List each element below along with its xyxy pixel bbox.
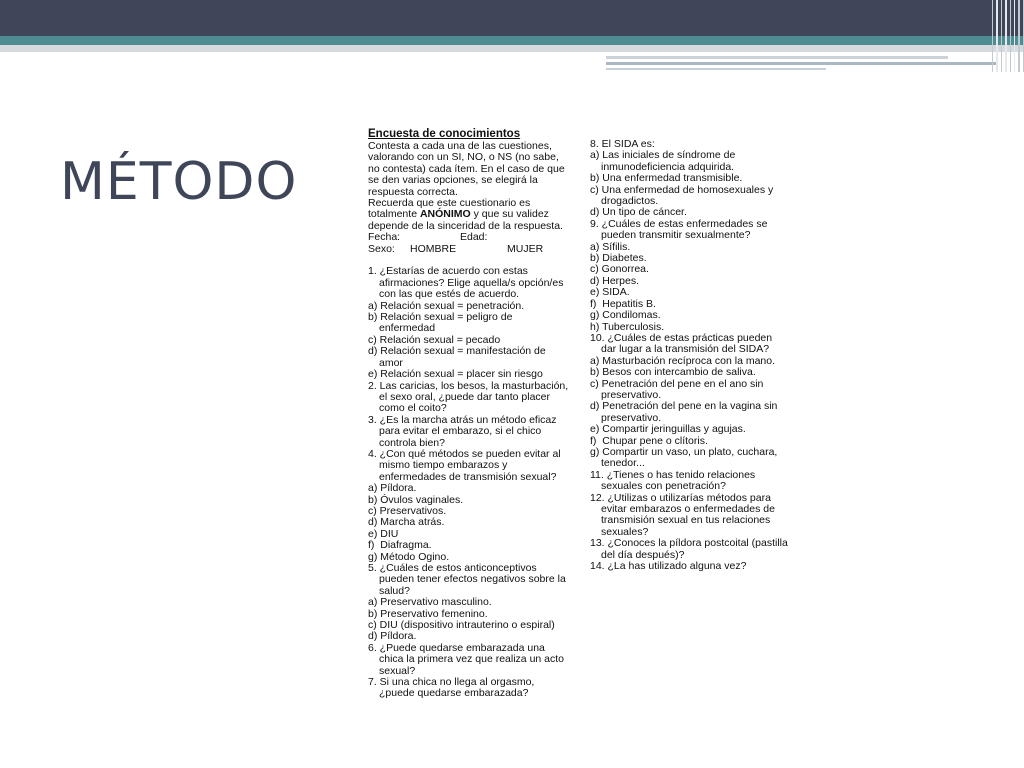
question-line: d) Un tipo de cáncer.	[590, 206, 687, 219]
question-line: tenedor...	[601, 457, 645, 470]
question-line: afirmaciones? Elige aquella/s opción/es	[379, 276, 564, 289]
sexo-option-hombre: HOMBRE	[410, 242, 457, 255]
question-line: b) Óvulos vaginales.	[368, 493, 464, 506]
question-line: como el coito?	[379, 402, 447, 415]
sexo-label: Sexo:	[368, 242, 395, 255]
question-line: 4. ¿Con qué métodos se pueden evitar al	[368, 447, 561, 460]
survey-left-column	[368, 128, 573, 700]
question-line: b) Besos con intercambio de saliva.	[590, 366, 756, 379]
question-line: g) Compartir un vaso, un plato, cuchara,	[590, 445, 778, 458]
intro-line: respuesta correcta.	[368, 185, 458, 198]
edad-label: Edad:	[460, 231, 488, 244]
intro-line: Contesta a cada una de las cuestiones,	[368, 140, 552, 152]
question-line: f) Diafragma.	[368, 539, 432, 552]
question-line: sexuales con penetración?	[601, 480, 726, 493]
question-line: e) DIU	[368, 527, 399, 540]
header-band	[0, 0, 1024, 36]
question-line: 2. Las caricias, los besos, la masturbación,	[368, 379, 569, 392]
question-line: para evitar el embarazo, si el chico	[379, 425, 542, 438]
question-line: h) Tuberculosis.	[590, 320, 665, 333]
question-line: c) Una enfermedad de homosexuales y	[590, 183, 774, 196]
question-line: preservativo.	[601, 388, 662, 401]
question-line: con las que estés de acuerdo.	[379, 288, 520, 301]
question-line: 12. ¿Utilizas o utilizarías métodos para	[590, 491, 771, 504]
question-line: 8. El SIDA es:	[590, 138, 655, 150]
question-line: 5. ¿Cuáles de estos anticonceptivos	[368, 562, 537, 575]
question-line: c) DIU (dispositivo intrauterino o espiral)	[368, 619, 555, 632]
question-line: sexual?	[379, 664, 416, 677]
question-line: f) Chupar pene o clítoris.	[590, 434, 708, 447]
question-line: b) Relación sexual = peligro de	[368, 311, 513, 324]
question-line: 10. ¿Cuáles de estas prácticas pueden	[590, 331, 773, 344]
question-line: amor	[379, 356, 403, 369]
survey-heading: Encuesta de conocimientos	[368, 128, 521, 140]
question-line: b) Una enfermedad transmisible.	[590, 172, 743, 185]
question-line: ¿puede quedarse embarazada?	[379, 687, 529, 700]
question-line: c) Gonorrea.	[590, 263, 649, 276]
question-line: 9. ¿Cuáles de estas enfermedades se	[590, 217, 768, 230]
question-line: d) Herpes.	[590, 274, 640, 287]
question-line: 1. ¿Estarías de acuerdo con estas	[368, 265, 528, 278]
question-line: salud?	[379, 584, 410, 597]
header-gray-band	[0, 45, 1024, 52]
question-line: transmisión sexual en tus relaciones	[601, 514, 771, 527]
question-line: d) Relación sexual = manifestación de	[368, 345, 546, 358]
fecha-edad-row	[368, 232, 573, 243]
question-line: a) Preservativo masculino.	[368, 596, 492, 609]
anonymous-note: totalmente ANÓNIMO y que su validez	[368, 208, 549, 221]
question-line: c) Preservativos.	[368, 504, 447, 517]
question-line: dar lugar a la transmisión del SIDA?	[601, 343, 770, 356]
question-line: 11. ¿Tienes o has tenido relaciones	[590, 468, 756, 481]
decorative-stripes	[992, 0, 1024, 72]
question-line: el sexo oral, ¿puede dar tanto placer	[379, 390, 551, 403]
question-line: a) Píldora.	[368, 482, 417, 495]
question-line: del día después)?	[601, 548, 685, 561]
question-line: g) Método Ogino.	[368, 550, 450, 563]
header-accent-line	[606, 68, 826, 70]
question-line: preservativo.	[601, 411, 662, 424]
slide-title: MÉTODO	[60, 152, 298, 212]
intro-line: no contesta) cada ítem. En el caso de que	[368, 162, 565, 175]
anonymous-keyword: ANÓNIMO	[419, 208, 471, 221]
question-line: d) Píldora.	[368, 630, 417, 643]
question-line: 13. ¿Conoces la píldora postcoital (pastilla	[590, 537, 788, 550]
questions-8-14	[590, 139, 800, 572]
header-accent-line	[606, 62, 996, 65]
question-line: f) Hepatitis B.	[590, 297, 656, 310]
question-line: enfermedad	[379, 322, 436, 335]
question-line: enfermedades de transmisión sexual?	[379, 470, 557, 483]
question-line: a) Relación sexual = penetración.	[368, 299, 525, 312]
sexo-row	[368, 244, 573, 255]
question-line: e) Relación sexual = placer sin riesgo	[368, 368, 543, 381]
question-line: evitar embarazos o enfermedades de	[601, 503, 775, 515]
question-line: d) Marcha atrás.	[368, 516, 445, 529]
survey-right-column	[590, 139, 800, 572]
question-line: a) Sífilis.	[590, 240, 631, 253]
question-line: 14. ¿La has utilizado alguna vez?	[590, 560, 747, 573]
intro-line: valorando con un SI, NO, o NS (no sabe,	[368, 151, 559, 164]
question-line: d) Penetración del pene en la vagina sin	[590, 400, 778, 413]
question-line: c) Relación sexual = pecado	[368, 333, 501, 346]
intro-line: se den varias opciones, se elegirá la	[368, 174, 538, 187]
question-line: a) Las iniciales de síndrome de	[590, 149, 736, 162]
question-line: inmunodeficiencia adquirida.	[601, 160, 735, 173]
questions-1-7	[368, 266, 573, 699]
question-line: e) Compartir jeringuillas y agujas.	[590, 423, 746, 436]
question-line: g) Condilomas.	[590, 309, 661, 322]
question-line: 3. ¿Es la marcha atrás un método eficaz	[368, 413, 557, 426]
fecha-label: Fecha:	[368, 231, 401, 244]
question-line: controla bien?	[379, 436, 445, 449]
header-accent-line	[606, 56, 948, 59]
sexo-option-mujer: MUJER	[507, 242, 544, 255]
question-line: mismo tiempo embarazos y	[379, 459, 508, 472]
survey-intro	[368, 141, 573, 209]
question-line: pueden tener efectos negativos sobre la	[379, 573, 566, 586]
question-line: drogadictos.	[601, 195, 659, 208]
anonymous-note-line2: depende de la sinceridad de la respuesta.	[368, 219, 563, 232]
question-line: b) Preservativo femenino.	[368, 607, 488, 620]
question-line: 7. Si una chica no llega al orgasmo,	[368, 676, 535, 689]
question-line: sexuales?	[601, 525, 649, 538]
header-teal-band	[0, 36, 1024, 45]
question-line: c) Penetración del pene en el ano sin	[590, 377, 764, 390]
question-line: chica la primera vez que realiza un acto	[379, 653, 565, 666]
intro-line: Recuerda que este cuestionario es	[368, 197, 531, 210]
question-line: a) Masturbación recíproca con la mano.	[590, 354, 776, 367]
question-line: pueden transmitir sexualmente?	[601, 229, 751, 242]
question-line: 6. ¿Puede quedarse embarazada una	[368, 641, 545, 654]
question-line: e) SIDA.	[590, 286, 630, 299]
question-line: b) Diabetes.	[590, 252, 647, 265]
